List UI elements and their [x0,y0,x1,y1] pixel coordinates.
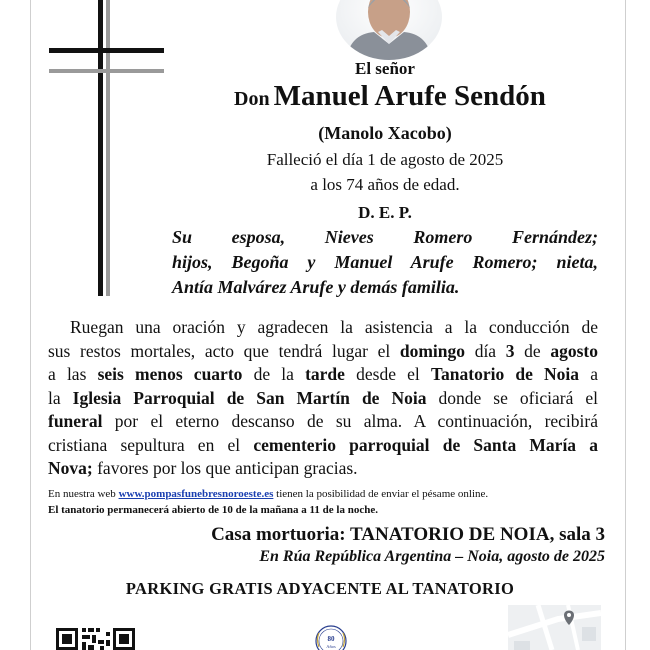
deceased-name [180,80,600,113]
paragraph-line: cristiana sepultura en el cementerio parroquial de Santa María a [48,434,598,455]
location-date: En Rúa República Argentina – Noia, agosto de 2025 [259,548,605,565]
family-line: Antía Malvárez Arufe y demás familia. [172,277,460,297]
paragraph-line: funeral por el eterno descanso de su alma. A continuación, recibirá [48,411,598,431]
honorific: Don [234,88,270,110]
title-prefix: El señor [355,59,415,78]
paragraph-line: sus restos mortales, acto que tendrá lugar el domingo día 3 de agosto [48,340,598,361]
cross-horizontal-black [49,48,164,53]
anniversary-seal [311,621,351,650]
age: a los 74 años de edad. [310,175,460,194]
web-condolence-note: En nuestra web www.pompasfunebresnoroeste.es tienen la posibilidad de enviar el pésame online. [48,488,489,500]
paragraph-line: Nova; favores por los que anticipan gracias. [48,458,358,478]
death-date: Falleció el día 1 de agosto de 2025 [266,150,504,169]
seal-number: 80 [327,635,335,643]
cross-vertical-gray [106,0,110,296]
paragraph-line: a las seis menos cuarto de la tarde desde el Tanatorio de Noia a [48,364,598,384]
qr-code[interactable] [56,626,136,650]
cross-horizontal-gray [49,69,164,73]
tanatorio-hours: El tanatorio permanecerá abierto de 10 de la mañana a 11 de la noche. [48,504,378,516]
website-link[interactable]: www.pompasfunebresnoroeste.es [118,488,274,500]
cross-vertical-black [98,0,103,296]
family-list [172,225,598,300]
family-line: hijos, Begoña y Manuel Arufe Romero; nieta, [172,252,598,272]
seal-label: Años [326,644,336,649]
paragraph-line: la Iglesia Parroquial de San Martín de Noia donde se oficiará el [48,387,599,408]
ceremony-paragraph [48,316,598,481]
paragraph-line: Ruegan una oración y agradecen la asistencia a la conducción de [70,317,598,337]
location-map[interactable] [508,605,601,650]
casa-mortuoria: Casa mortuoria: TANATORIO DE NOIA, sala 3 [211,524,605,545]
full-name: Manuel Arufe Sendón [273,80,546,112]
dep-abbreviation: D. E. P. [358,203,412,222]
nickname: (Manolo Xacobo) [318,123,452,143]
family-line: Su esposa, Nieves Romero Fernández; [172,227,598,247]
parking-notice: PARKING GRATIS ADYACENTE AL TANATORIO [125,579,515,598]
